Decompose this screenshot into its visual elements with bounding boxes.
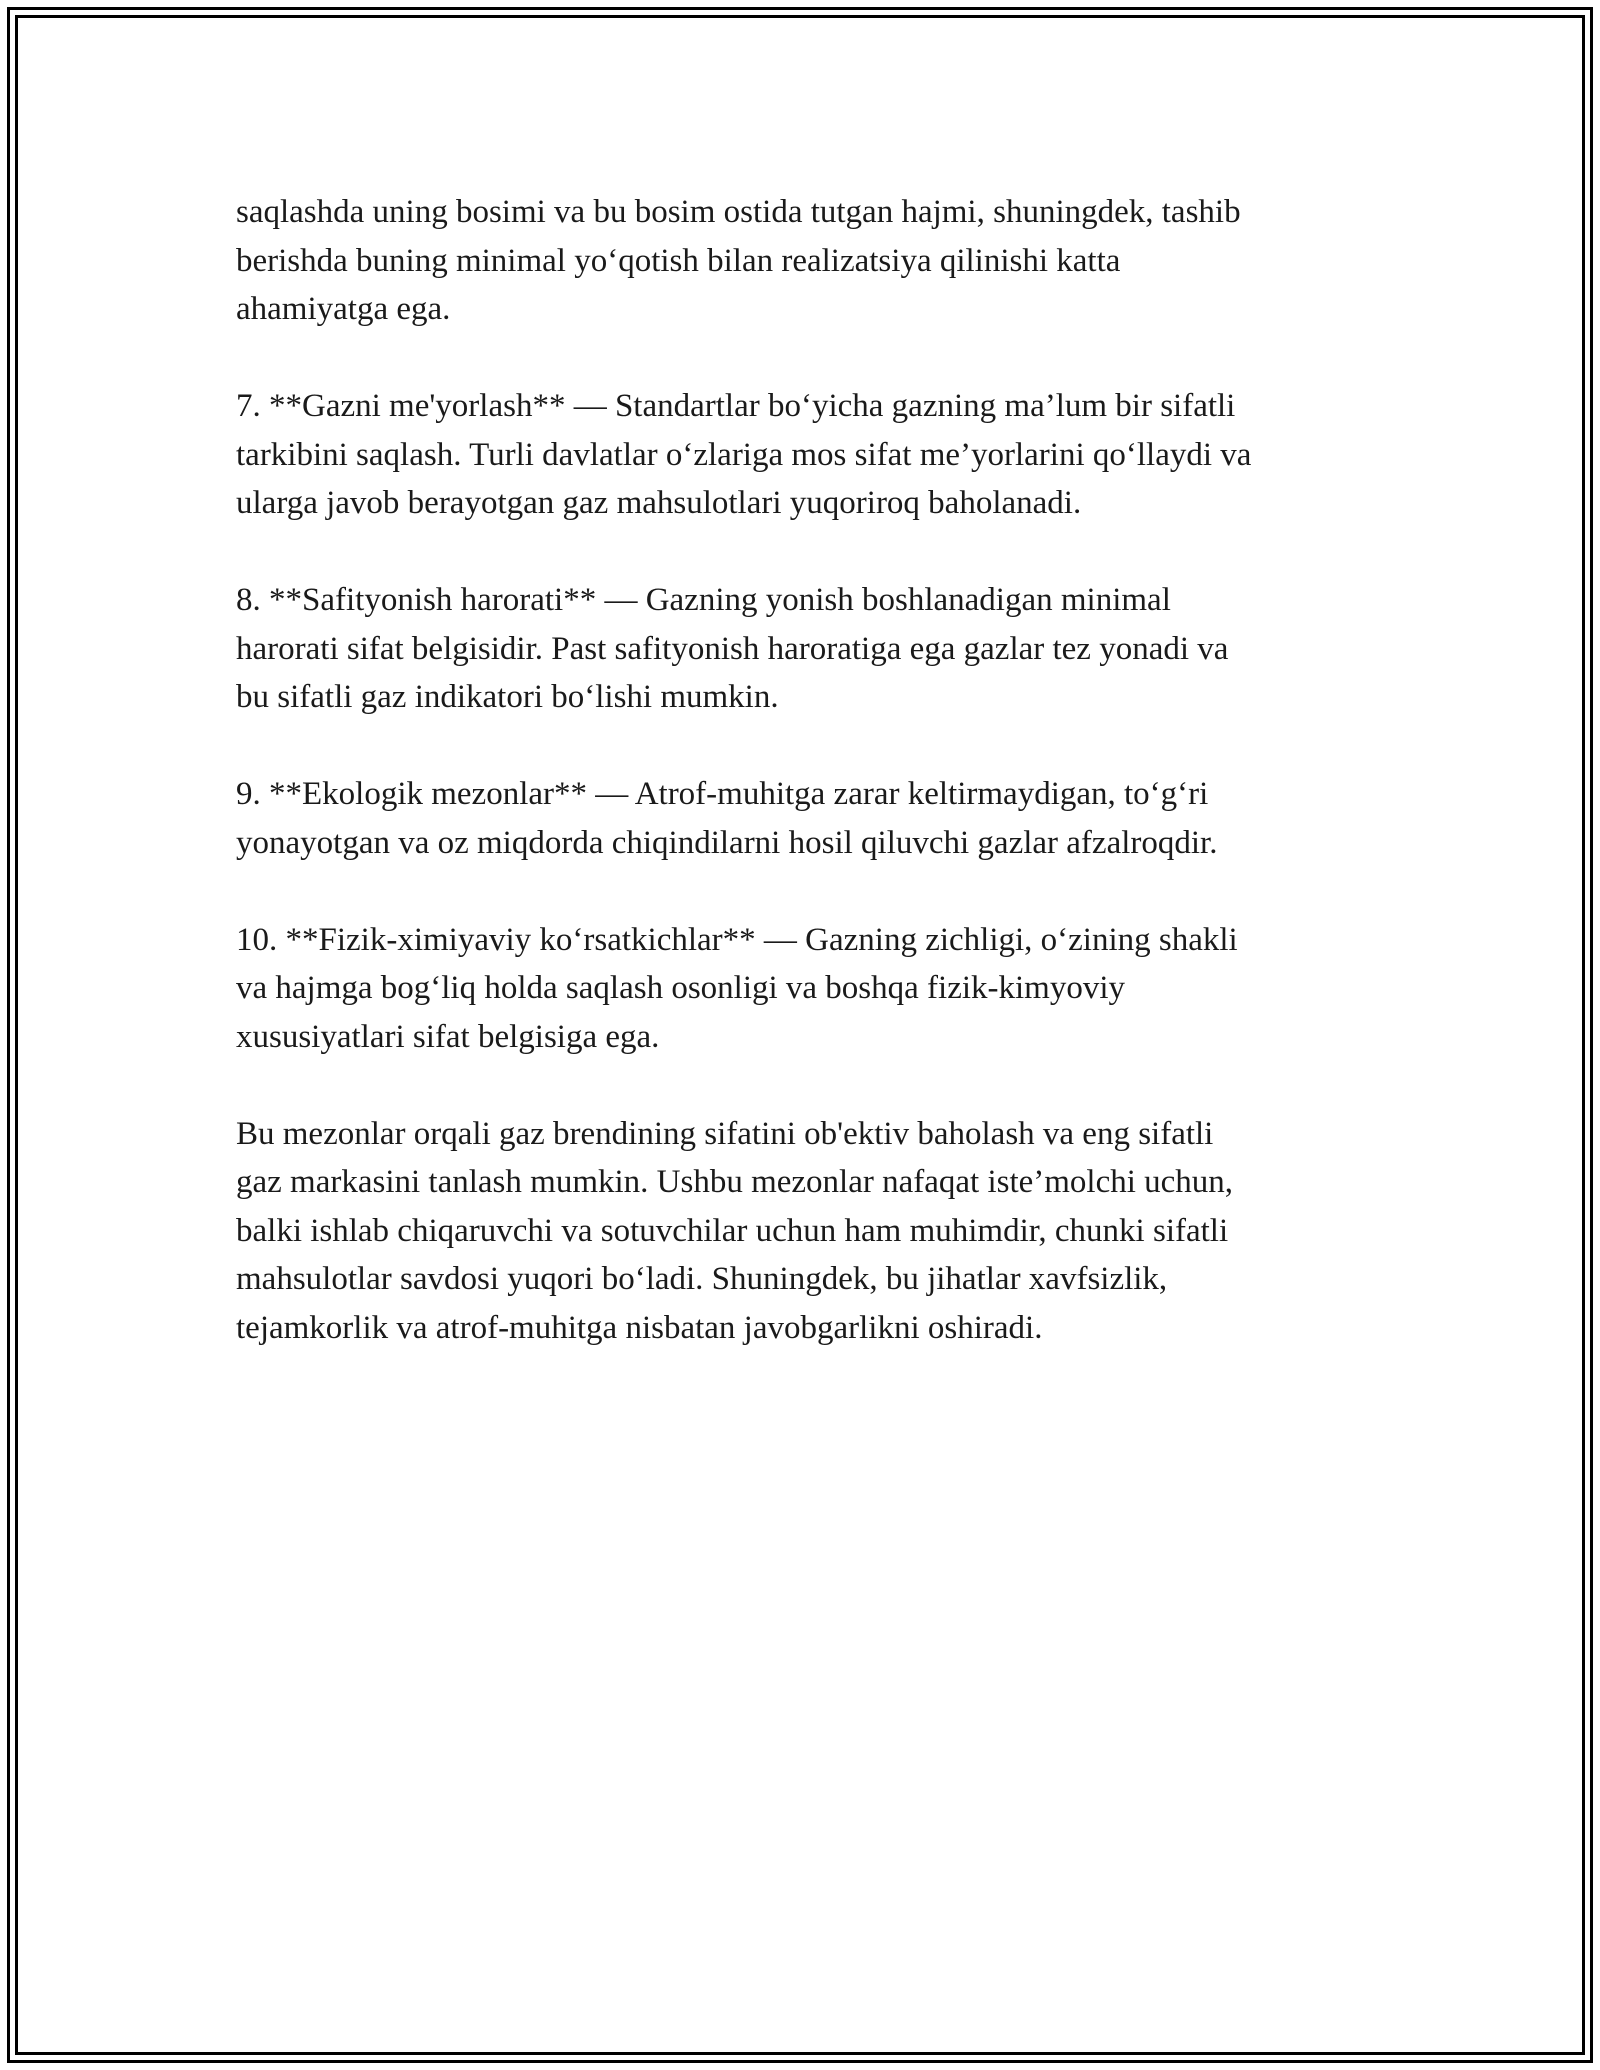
paragraph-conclusion: Bu mezonlar orqali gaz brendining sifatini ob'ektiv baholash va eng sifatli gaz markasini tanlash mumkin. Ushbu mezonlar nafaqat iste’molchi uchun, balki ishlab chiqaruvchi va sotuvchilar uchun ham muhimdir, chunki sifatli mahsulotlar savdosi yuqori bo‘ladi. Shuningdek, bu jihatlar xavfsizlik, tejamkorlik va atrof-muhitga nisbatan javobgarlikni oshiradi. [236,1115,1234,1346]
paragraph-item-9-ecological-criteria: 9. **Ekologik mezonlar** — Atrof-muhitga zarar keltirmaydigan, to‘g‘ri yonayotgan va oz miqdorda chiqindilarni hosil qiluvchi gazlar afzalroqdir. [236,776,1218,861]
paragraph-storage-pressure: saqlashda uning bosimi va bu bosim ostida tutgan hajmi, shuningdek, tashib berishda buning minimal yo‘qotish bilan realizatsiya qilinishi katta ahamiyatga ega. [236,194,1241,327]
document-body [236,188,1376,1401]
paragraph-item-10-physicochemical: 10. **Fizik-ximiyaviy ko‘rsatkichlar** — Gazning zichligi, o‘zining shakli va hajmga bog‘liq holda saqlash osonligi va boshqa fizik-kimyoviy xususiyatlari sifat belgisiga ega. [236,921,1238,1055]
paragraph-item-8-ignition-temperature: 8. **Safityonish harorati** — Gazning yonish boshlanadigan minimal harorati sifat belgisidir. Past safityonish haroratiga ega gazlar tez yonadi va bu sifatli gaz indikatori bo‘lishi mumkin. [236,582,1229,715]
paragraph-item-7-standardization: 7. **Gazni me'yorlash** — Standartlar bo‘yicha gazning ma’lum bir sifatli tarkibini saqlash. Turli davlatlar o‘zlariga mos sifat me’yorlarini qo‘llaydi va ularga javob berayotgan gaz mahsulotlari yuqoriroq baholanadi. [236,388,1252,521]
